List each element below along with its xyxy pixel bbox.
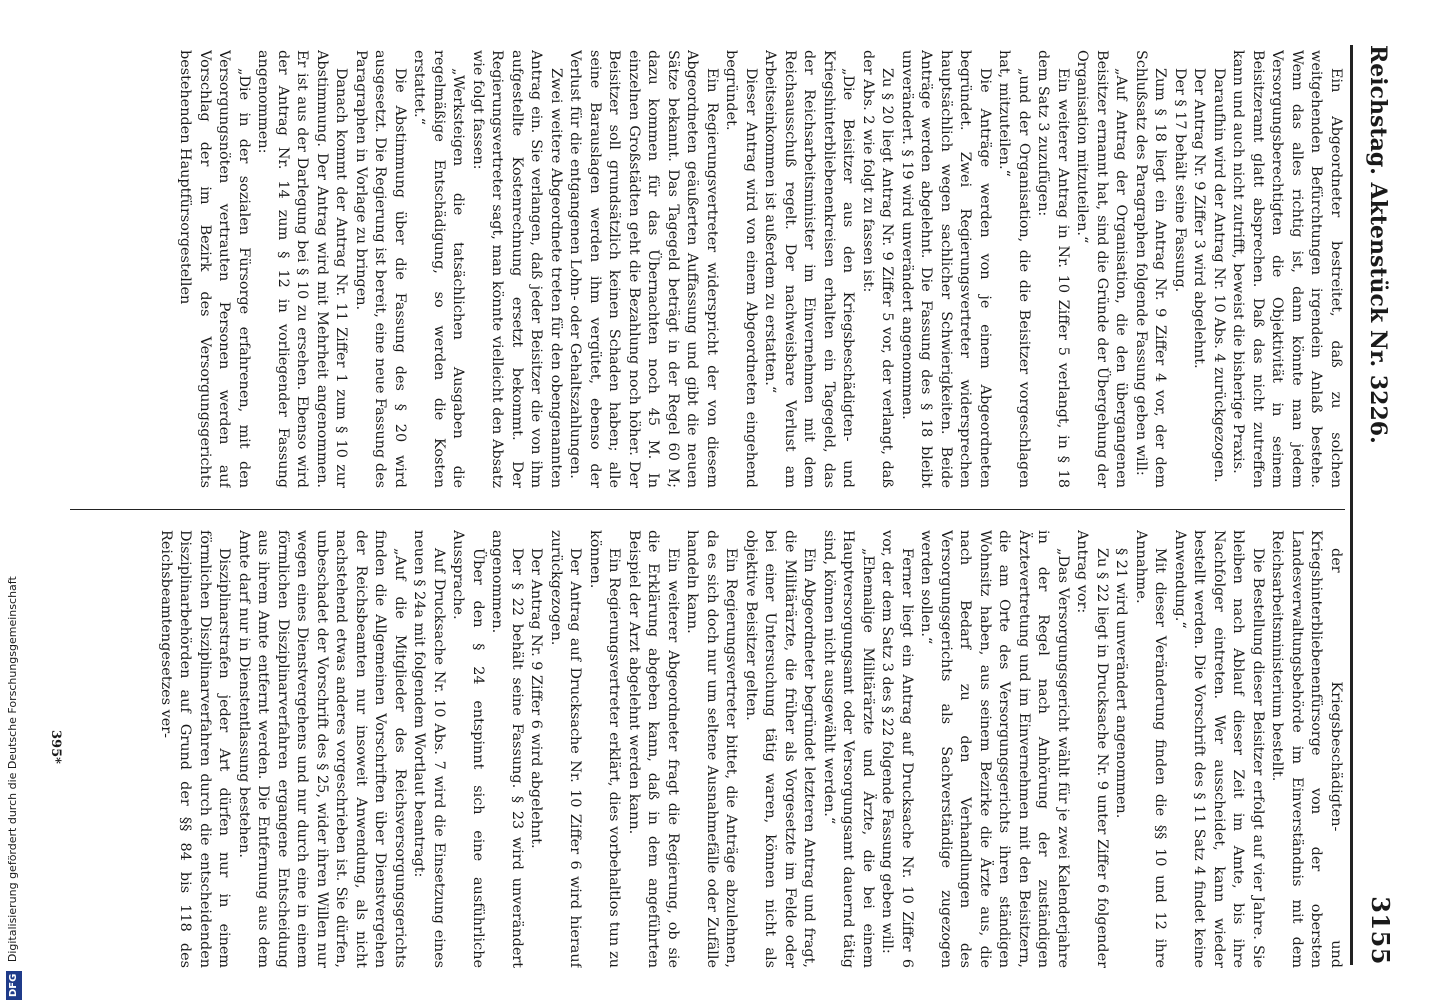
paragraph: „Auf Antrag der Organisation, die den übergangenen Beisitzer ernannt hat, sind die Gründe der Übergehung der Organisation mitzuteilen.“ [1074, 50, 1130, 488]
paragraph: Ein Abgeordneter bestreitet, daß zu solchen weitgehenden Befürchtungen irgendein Anlaß bestehe. Wenn das alles richtig ist, dann könnte man jedem Versorgungsberechtigten die Objektivität in seinem Beisitzeramt glatt absprechen. Daß das nicht zutreffen kann und auch nicht zutrifft, beweist die bisherige Praxis. [1230, 50, 1344, 488]
paragraph: Auf Drucksache Nr. 10 Abs. 7 wird die Einsetzung eines neuen § 24a mit folgendem Wortlaut beantragt: [411, 530, 447, 968]
page-mark: 395* [48, 730, 63, 764]
paragraph: „Werksteigen die tatsächlichen Ausgaben die regelmäßige Entschädigung, so werden die Kosten erstattet.“ [411, 50, 467, 488]
paragraph: Zum § 18 liegt ein Antrag Nr. 9 Ziffer 4 vor, der dem Schlußsatz des Paragraphen folgende Fassung geben will: [1133, 50, 1169, 488]
page-number: 3155 [1366, 896, 1395, 965]
paragraph: Der § 17 behält seine Fassung. [1172, 68, 1188, 293]
paragraph: Der § 22 behält seine Fassung. § 23 wird unverändert angenommen. [489, 530, 525, 968]
text-column-left [70, 50, 1345, 488]
footer [2, 0, 24, 1000]
paragraph: Danach kommt der Antrag Nr. 11 Ziffer 1 zum § 10 zur Abstimmung. Der Antrag wird mit Mehrheit angenommen. Er ist aus der Darlegung bei § 10 zu ersehen. Ebenso wird der Antrag Nr. 14 zum § 12 in vorliegender Fassung angenommen: [255, 50, 350, 488]
page-header [1350, 45, 1397, 965]
column-divider [70, 509, 1345, 510]
paragraph: „und der Organisation, die die Beisitzer vorgeschlagen hat, mitzuteilen.“ [996, 50, 1032, 488]
paragraph: Ein weiterer Abgeordneter fragt die Regierung, ob sie die Erklärung abgeben kann, daß in dem angeführten Beispiel der Arzt abgelehnt werden kann. [626, 530, 681, 968]
paragraph: Zwei weitere Abgeordnete treten für den obengenannten Antrag ein. Sie verlangen, daß jeder Beisitzer die von ihm aufgestellte Kostenrechnung ersetzt bekommt. Der Regierungsvertreter sagt, man könnte vielleicht den Absatz wie folgt fassen: [470, 50, 564, 488]
paragraph: „Das Versorgungsgericht wählt für je zwei Kalenderjahre in der Regel nach Anhörung der zuständigen Ärztevertretung und im Einvernehmen mit den Beisitzern, die am Orte des Versorgungsgerichts ihren ständigen Wohnsitz haben, aus seinem Bezirke die Ärzte aus, die nach Bedarf zu den Verhandlungen des Versorgungsgerichts als Sachverständige zugezogen werden sollen.“ [918, 530, 1071, 968]
dfg-logo: DFG [6, 971, 22, 1000]
paragraph: Ferner liegt ein Antrag auf Drucksache Nr. 10 Ziffer 6 vor, der dem Satz 3 des § 22 folgende Fassung geben will: [879, 530, 915, 968]
paragraph: „Die in der sozialen Fürsorge erfahrenen, mit den Versorgungsnöten vertrauten Personen werden auf Vorschlag der im Bezirk des Versorgungsgerichts bestehenden Hauptfürsorgestellen [177, 50, 252, 488]
paragraph: Über den § 24 entspinnt sich eine ausführliche Aussprache. [450, 530, 486, 968]
header-title: Reichstag. Aktenstück Nr. 3226. [1365, 45, 1391, 444]
text-column-right [70, 530, 1345, 968]
footer-text: Digitalisierung gefördert durch die Deutsche Forschungsgemeinschaft [6, 576, 19, 963]
paragraph: Die Anträge werden von je einem Abgeordneten begründet. Zwei Regierungsvertreter widersprechen hauptsächlich wegen sachlicher Schwierigkeiten. Beide Anträge werden abgelehnt. Die Fassung des § 18 bleibt unverändert. § 19 wird unverändert angenommen. [899, 50, 993, 488]
paragraph: Der Antrag auf Drucksache Nr. 10 Ziffer 6 wird hierauf zurückgezogen. [548, 530, 584, 968]
paragraph: Disziplinarstrafen jeder Art dürfen nur in einem förmlichen Disziplinarverfahren durch die entscheidenden Disziplinarbehörden auf Grund der §§ 84 bis 118 des Reichsbeamtengesetzes ver- [158, 530, 233, 968]
paragraph: Der Antrag Nr. 9 Ziffer 6 wird abgelehnt. [528, 548, 545, 849]
paragraph: Mit dieser Veränderung finden die §§ 10 und 12 ihre Annahme. [1133, 530, 1169, 968]
paragraph: Die Abstimmung über die Fassung des § 20 wird ausgesetzt. Die Regierung ist bereit, eine neue Fassung des Paragraphen in Vorlage zu bringen. [353, 50, 408, 488]
paragraph: „Ehemalige Militärärzte und Ärzte, die bei einem Hauptversorgungsamt oder Versorgungsamt dauernd tätig sind, können nicht ausgewählt werden.“ [821, 530, 876, 968]
paragraph: Ein Regierungsvertreter widerspricht der von diesem Abgeordneten geäußerten Auffassung und gibt die neuen Sätze bekannt. Das Tagegeld beträgt in der Regel 60 M; dazu kommen für das Übernachten noch 45 M. In einzelnen Großstädten geht die Bezahlung noch höher. Der Beisitzer soll grundsätzlich keinen Schaden haben; alle seine Barauslagen werden ihm vergütet, ebenso der Verlust für die entgangenen Lohn- oder Gehaltszahlungen. [567, 50, 720, 488]
paragraph: der Kriegsbeschädigten- und Kriegshinterbliebenenfürsorge von der obersten Landesverwaltungsbehörde im Einverständnis mit dem Reichsarbeitsministerium bestellt. [1269, 530, 1344, 968]
paragraph: Ein Regierungsvertreter erklärt, dies vorbehaltlos tun zu können. [587, 530, 623, 968]
paragraph: Die Bestellung dieser Beisitzer erfolgt auf vier Jahre. Sie bleiben nach Ablauf dieser Zeit im Amte, bis ihre Nachfolger eintreten. Wer ausscheidet, kann wieder bestellt werden. Die Vorschrift des § 11 Satz 4 findet keine Anwendung.“ [1172, 530, 1266, 968]
paragraph: Ein Regierungsvertreter bittet, die Anträge abzulehnen, da es sich doch nur um seltene Ausnahmefälle oder Zufälle handeln kann. [684, 530, 740, 968]
paragraph: Zu § 20 liegt Antrag Nr. 9 Ziffer 5 vor, der verlangt, daß der Abs. 2 wie folgt zu fassen ist: [860, 50, 896, 488]
rotated-page [25, 0, 1405, 1000]
paragraph: „Auf die Mitglieder des Reichsversorgungsgerichts finden die Allgemeinen Vorschriften über Dienstvergehen der Reichsbeamten nur insoweit Anwendung, als nicht nachstehend etwas anderes vorgeschrieben ist. Sie dürfen, unbeschadet der Vorschrift des § 25, wider ihren Willen nur wegen eines Dienstvergehens und nur durch eine in einem förmlichen Disziplinarverfahren ergangene Entscheidung aus ihrem Amte entfernt werden. Die Entfernung aus dem Amte darf nur in Dienstentlassung bestehen. [236, 530, 408, 968]
paragraph: „Die Beisitzer aus den Kriegsbeschädigten- und Kriegshinterbliebenenkreisen erhalten ein Tagegeld, das der Reichsarbeitsminister im Einvernehmen mit dem Reichsausschuß regelt. Der nachweisbare Verlust am Arbeitseinkommen ist außerdem zu erstatten.“ [762, 50, 857, 488]
paragraph: Ein weiterer Antrag in Nr. 10 Ziffer 5 verlangt, in § 18 dem Satz 3 zuzufügen: [1035, 50, 1071, 488]
paragraph: Dieser Antrag wird von einem Abgeordneten eingehend begründet. [723, 50, 759, 488]
paragraph: Der Antrag Nr. 9 Ziffer 3 wird abgelehnt. [1191, 68, 1208, 369]
paragraph: Ein Abgeordneter begründet letzteren Antrag und fragt, die Militärärzte, die früher als Vorgesetzte im Felde oder bei einer Untersuchung tätig waren, können nicht als objektive Beisitzer gelten. [743, 530, 818, 968]
paragraph: Daraufhin wird der Antrag Nr. 10 Abs. 4 zurückgezogen. [1211, 68, 1227, 483]
paragraph: § 21 wird unverändert angenommen. [1113, 548, 1130, 819]
paragraph: Zu § 22 liegt in Drucksache Nr. 9 unter Ziffer 6 folgender Antrag vor: [1074, 530, 1110, 968]
